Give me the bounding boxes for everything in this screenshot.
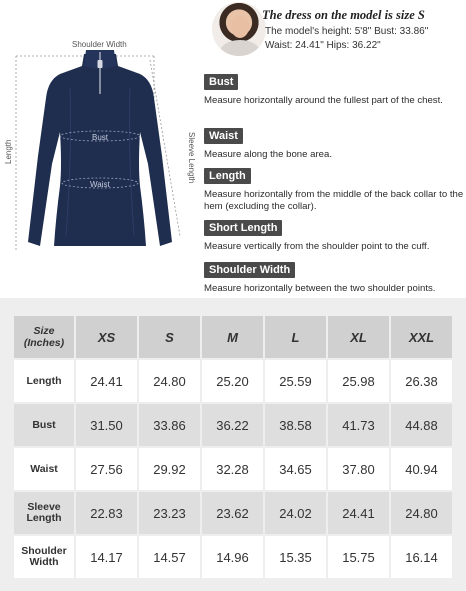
table-cell: 44.88: [391, 404, 452, 446]
table-cell: 36.22: [202, 404, 263, 446]
table-cell: 29.92: [139, 448, 200, 490]
size-header-l: L: [265, 316, 326, 358]
bust-label: Bust: [92, 133, 109, 142]
table-cell: 24.80: [139, 360, 200, 402]
row-label: Shoulder Width: [14, 536, 74, 578]
table-row-shoulder-width: [14, 536, 452, 578]
table-row-length: [14, 360, 452, 402]
size-header-m: M: [202, 316, 263, 358]
measure-item-short-length: [204, 218, 466, 253]
measure-tag: Length: [204, 168, 251, 184]
row-label: Length: [14, 360, 74, 402]
measure-item-shoulder-width: [204, 260, 466, 295]
sleeve-length-label: Sleeve Length: [187, 132, 196, 184]
table-cell: 38.58: [265, 404, 326, 446]
table-cell: 15.75: [328, 536, 389, 578]
size-corner-cell: Size (Inches): [14, 316, 74, 358]
size-header-s: S: [139, 316, 200, 358]
model-avatar: [212, 2, 266, 56]
row-label: Bust: [14, 404, 74, 446]
table-cell: 24.41: [328, 492, 389, 534]
size-header-xl: XL: [328, 316, 389, 358]
table-cell: 23.62: [202, 492, 263, 534]
table-cell: 24.41: [76, 360, 137, 402]
table-cell: 40.94: [391, 448, 452, 490]
measure-tag: Bust: [204, 74, 238, 90]
table-cell: 14.17: [76, 536, 137, 578]
garment-diagram: [0, 36, 200, 262]
measure-description: Measure along the bone area.: [204, 149, 333, 160]
table-cell: 32.28: [202, 448, 263, 490]
size-header-xxl: XXL: [391, 316, 452, 358]
table-cell: 31.50: [76, 404, 137, 446]
measure-item-length: [204, 166, 466, 213]
waist-label: Waist: [90, 180, 110, 189]
table-cell: 26.38: [391, 360, 452, 402]
table-cell: 24.80: [391, 492, 452, 534]
table-cell: 14.57: [139, 536, 200, 578]
size-chart-section: [0, 298, 466, 591]
table-cell: 25.59: [265, 360, 326, 402]
row-label: Sleeve Length: [14, 492, 74, 534]
model-measurements-line-2: Waist: 24.41" Hips: 36.22": [265, 40, 381, 51]
measure-item-waist: [204, 126, 466, 161]
measure-description: Measure horizontally from the middle of the back collar to the hem (excluding the collar).: [204, 189, 464, 212]
table-cell: 23.23: [139, 492, 200, 534]
measure-description: Measure horizontally around the fullest part of the chest.: [204, 95, 443, 106]
length-label: Length: [4, 139, 13, 164]
table-cell: 33.86: [139, 404, 200, 446]
table-cell: 15.35: [265, 536, 326, 578]
table-cell: 27.56: [76, 448, 137, 490]
zip-top-illustration: [0, 36, 200, 262]
table-cell: 24.02: [265, 492, 326, 534]
measure-description: Measure horizontally between the two shoulder points.: [204, 283, 436, 294]
model-measurements-line-1: The model's height: 5'8" Bust: 33.86": [265, 26, 429, 37]
measure-tag: Shoulder Width: [204, 262, 295, 278]
measure-tag: Short Length: [204, 220, 282, 236]
table-cell: 14.96: [202, 536, 263, 578]
model-size-title: The dress on the model is size S: [262, 8, 425, 22]
table-row-sleeve-length: [14, 492, 452, 534]
measure-item-bust: [204, 72, 466, 107]
table-cell: 34.65: [265, 448, 326, 490]
table-cell: 37.80: [328, 448, 389, 490]
measure-tag: Waist: [204, 128, 243, 144]
table-cell: 41.73: [328, 404, 389, 446]
row-label: Waist: [14, 448, 74, 490]
table-row-bust: [14, 404, 452, 446]
shoulder-width-label: Shoulder Width: [72, 40, 127, 49]
size-header-xs: XS: [76, 316, 137, 358]
size-header-row: [14, 316, 452, 358]
table-cell: 25.20: [202, 360, 263, 402]
model-info-card: [210, 0, 466, 60]
table-cell: 16.14: [391, 536, 452, 578]
table-cell: 25.98: [328, 360, 389, 402]
table-row-waist: [14, 448, 452, 490]
size-chart-table: [12, 314, 454, 580]
table-cell: 22.83: [76, 492, 137, 534]
measure-description: Measure vertically from the shoulder point to the cuff.: [204, 241, 430, 252]
